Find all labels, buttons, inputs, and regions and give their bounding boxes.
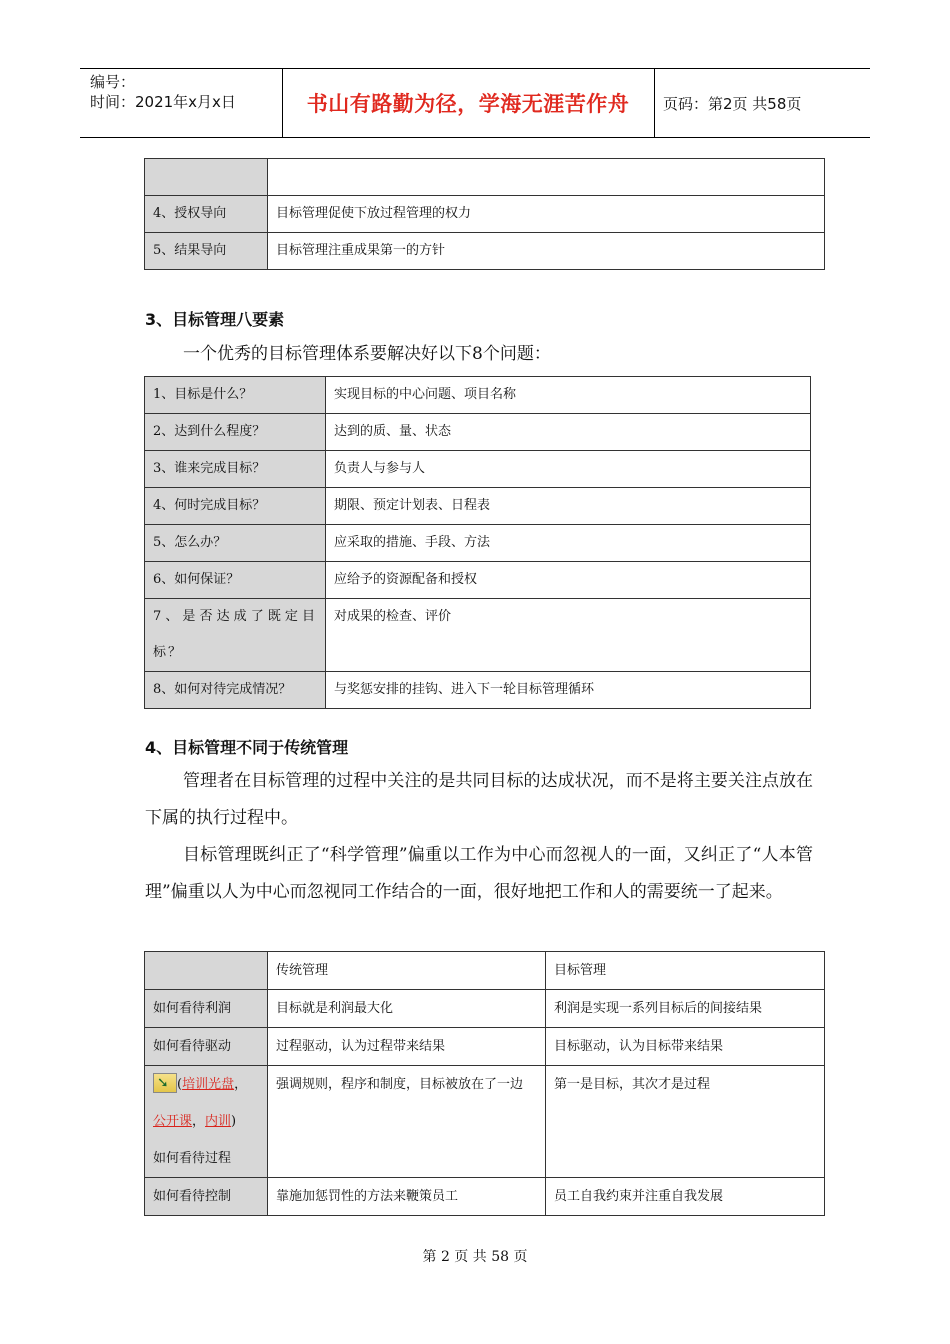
table-cell: 7、是否达成了既定目标？ bbox=[145, 599, 326, 672]
table-cell: 3、谁来完成目标？ bbox=[145, 451, 326, 488]
table-header-row bbox=[145, 952, 825, 990]
arrow-icon[interactable]: ➘ bbox=[153, 1073, 177, 1093]
table-row bbox=[145, 196, 825, 233]
table-cell bbox=[145, 1066, 268, 1178]
table-cell: 强调规则，程序和制度，目标被放在了一边 bbox=[268, 1066, 546, 1178]
table-cell: 2、达到什么程度？ bbox=[145, 414, 326, 451]
table-cell: 目标管理注重成果第一的方针 bbox=[268, 233, 825, 270]
table-row bbox=[145, 414, 811, 451]
header-info bbox=[80, 69, 283, 137]
table-cell: 目标就是利润最大化 bbox=[268, 990, 546, 1028]
table-cell: 第一是目标，其次才是过程 bbox=[546, 1066, 825, 1178]
eight-elements-table bbox=[144, 376, 811, 709]
table-cell: 负责人与参与人 bbox=[326, 451, 811, 488]
table-cell: 目标管理促使下放过程管理的权力 bbox=[268, 196, 825, 233]
table-cell bbox=[268, 159, 825, 196]
table-row bbox=[145, 599, 811, 672]
paragraph: 管理者在目标管理的过程中关注的是共同目标的达成状况，而不是将主要关注点放在下属的执行过程中。 bbox=[145, 771, 813, 828]
number-label: 编号： bbox=[90, 73, 136, 91]
paragraph: 一个优秀的目标管理体系要解决好以下8个问题： bbox=[183, 344, 551, 364]
link-separator: ， bbox=[234, 1077, 248, 1092]
table-cell: 4、何时完成目标？ bbox=[145, 488, 326, 525]
table-cell: 目标驱动，认为目标带来结果 bbox=[546, 1028, 825, 1066]
table-cell: 达到的质、量、状态 bbox=[326, 414, 811, 451]
table-cell: 利润是实现一系列目标后的间接结果 bbox=[546, 990, 825, 1028]
table-row bbox=[145, 159, 825, 196]
table-cell: 应采取的措施、手段、方法 bbox=[326, 525, 811, 562]
header-page-cell bbox=[655, 69, 870, 137]
table-cell: 5、结果导向 bbox=[145, 233, 268, 270]
table-cell: 1、目标是什么？ bbox=[145, 377, 326, 414]
table-row bbox=[145, 1178, 825, 1216]
table-row bbox=[145, 1066, 825, 1178]
time-label: 时间：2021年x月x日 bbox=[90, 93, 236, 111]
link-paren: ) bbox=[231, 1114, 237, 1129]
link-separator: ， bbox=[192, 1114, 206, 1129]
table-cell: 6、如何保证？ bbox=[145, 562, 326, 599]
orientation-table bbox=[144, 158, 825, 270]
section-title: 3、目标管理八要素 bbox=[145, 310, 285, 329]
table-row bbox=[145, 990, 825, 1028]
table-cell bbox=[145, 159, 268, 196]
table-cell: 靠施加惩罚性的方法来鞭策员工 bbox=[268, 1178, 546, 1216]
table-cell: 与奖惩安排的挂钩、进入下一轮目标管理循环 bbox=[326, 672, 811, 709]
table-cell: 如何看待利润 bbox=[145, 990, 268, 1028]
table-cell: 如何看待驱动 bbox=[145, 1028, 268, 1066]
table-row bbox=[145, 525, 811, 562]
table-row bbox=[145, 562, 811, 599]
motto: 书山有路勤为径，学海无涯苦作舟 bbox=[306, 92, 630, 116]
table-cell: 实现目标的中心问题、项目名称 bbox=[326, 377, 811, 414]
table-cell-label: 如何看待过程 bbox=[153, 1151, 232, 1166]
table-row bbox=[145, 672, 811, 709]
page-info: 页码：第2页 共58页 bbox=[663, 94, 802, 113]
table-row bbox=[145, 488, 811, 525]
table-row bbox=[145, 377, 811, 414]
table-cell: 4、授权导向 bbox=[145, 196, 268, 233]
header-motto-cell bbox=[282, 69, 655, 137]
table-cell: 如何看待控制 bbox=[145, 1178, 268, 1216]
table-row bbox=[145, 451, 811, 488]
internal-training-link[interactable]: 内训 bbox=[205, 1114, 232, 1129]
table-cell: 过程驱动，认为过程带来结果 bbox=[268, 1028, 546, 1066]
page-header bbox=[80, 68, 870, 138]
table-header-cell: 目标管理 bbox=[546, 952, 825, 990]
table-cell: 应给予的资源配备和授权 bbox=[326, 562, 811, 599]
page-footer: 第 2 页 共 58 页 bbox=[422, 1249, 528, 1265]
table-cell: 5、怎么办？ bbox=[145, 525, 326, 562]
open-course-link[interactable]: 公开课 bbox=[153, 1114, 193, 1129]
table-header-cell bbox=[145, 952, 268, 990]
table-header-cell: 传统管理 bbox=[268, 952, 546, 990]
training-cd-link[interactable]: 培训光盘 bbox=[182, 1077, 235, 1092]
comparison-table bbox=[144, 951, 825, 1216]
table-row bbox=[145, 233, 825, 270]
section-title: 4、目标管理不同于传统管理 bbox=[145, 738, 349, 757]
table-cell: 期限、预定计划表、日程表 bbox=[326, 488, 811, 525]
table-cell: 8、如何对待完成情况？ bbox=[145, 672, 326, 709]
table-cell: 员工自我约束并注重自我发展 bbox=[546, 1178, 825, 1216]
table-cell: 对成果的检查、评价 bbox=[326, 599, 811, 672]
paragraph: 目标管理既纠正了“科学管理”偏重以工作为中心而忽视人的一面，又纠正了“人本管理”偏重以人为中心而忽视同工作结合的一面，很好地把工作和人的需要统一了起来。 bbox=[145, 845, 813, 902]
table-row bbox=[145, 1028, 825, 1066]
link-paren: ( bbox=[177, 1077, 183, 1092]
